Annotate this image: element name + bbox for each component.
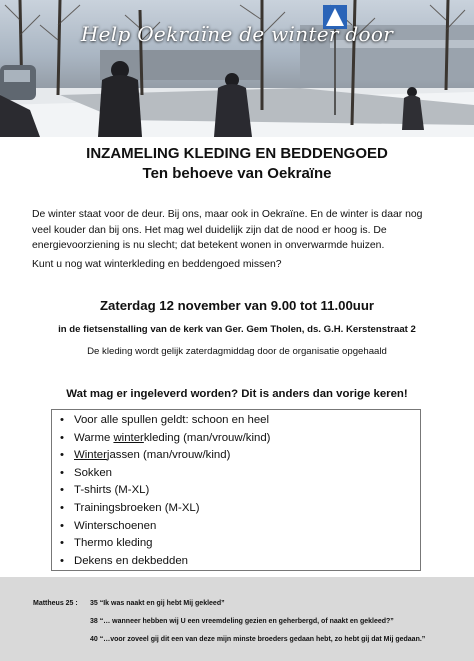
verse-35: 35 “Ik was naakt en gij hebt Mij gekleed” (90, 600, 225, 607)
list-item: • Warme winterkleding (man/vrouw/kind) (60, 430, 420, 448)
list-heading: Wat mag er ingeleverd worden? Dit is anders dan vorige keren! (66, 388, 408, 400)
event-date-time: Zaterdag 12 november van 9.00 tot 11.00uur (99, 298, 375, 313)
sub-heading: Ten behoeve van Oekraïne (142, 165, 332, 182)
list-item: • Sokken (60, 465, 420, 483)
bible-quote-footer (0, 577, 474, 661)
banner-title: Help Oekraïne de winter door (80, 22, 394, 46)
list-item: • Trainingsbroeken (M-XL) (60, 500, 420, 518)
bible-reference: Mattheus 25 : (33, 600, 78, 607)
intro-paragraph: De winter staat voor de deur. Bij ons, maar ook in Oekraïne. En de winter is daar nog veel kouder dan bij ons. Het mag wel duidelijk zijn dat de nood er hoog is. De energievoorziening is nu slecht; dat betekent wonen in onverwarmde huizen. (32, 209, 423, 251)
pickup-note: De kleding wordt gelijk zaterdagmiddag door de organisatie opgehaald (87, 346, 387, 357)
list-item: • Thermo kleding (60, 535, 420, 553)
verse-40: 40 “…voor zoveel gij dit een van deze mijn minste broeders gedaan hebt, zo hebt gij dat Mij gedaan.” (90, 636, 426, 643)
list-item: • Voor alle spullen geldt: schoon en heel (60, 412, 420, 430)
accepted-items-box (51, 409, 421, 571)
main-heading: INZAMELING KLEDING EN BEDDENGOED (86, 145, 388, 162)
question-paragraph: Kunt u nog wat winterkleding en beddengoed missen? (32, 259, 282, 270)
list-item: • Winterjassen (man/vrouw/kind) (60, 447, 420, 465)
list-item: • T-shirts (M-XL) (60, 482, 420, 500)
event-location: in de fietsenstalling van de kerk van Ger. Gem Tholen, ds. G.H. Kerstenstraat 2 (58, 324, 416, 335)
header-banner-photo (0, 0, 474, 137)
list-item: • Dekens en dekbedden (60, 553, 420, 571)
verse-38: 38 “… wanneer hebben wij U een vreemdeling gezien en geherbergd, of naakt en gekleed?” (90, 618, 394, 625)
list-item: • Winterschoenen (60, 518, 420, 536)
accepted-items-list (60, 412, 420, 570)
winter-street-scene-image (0, 0, 474, 137)
